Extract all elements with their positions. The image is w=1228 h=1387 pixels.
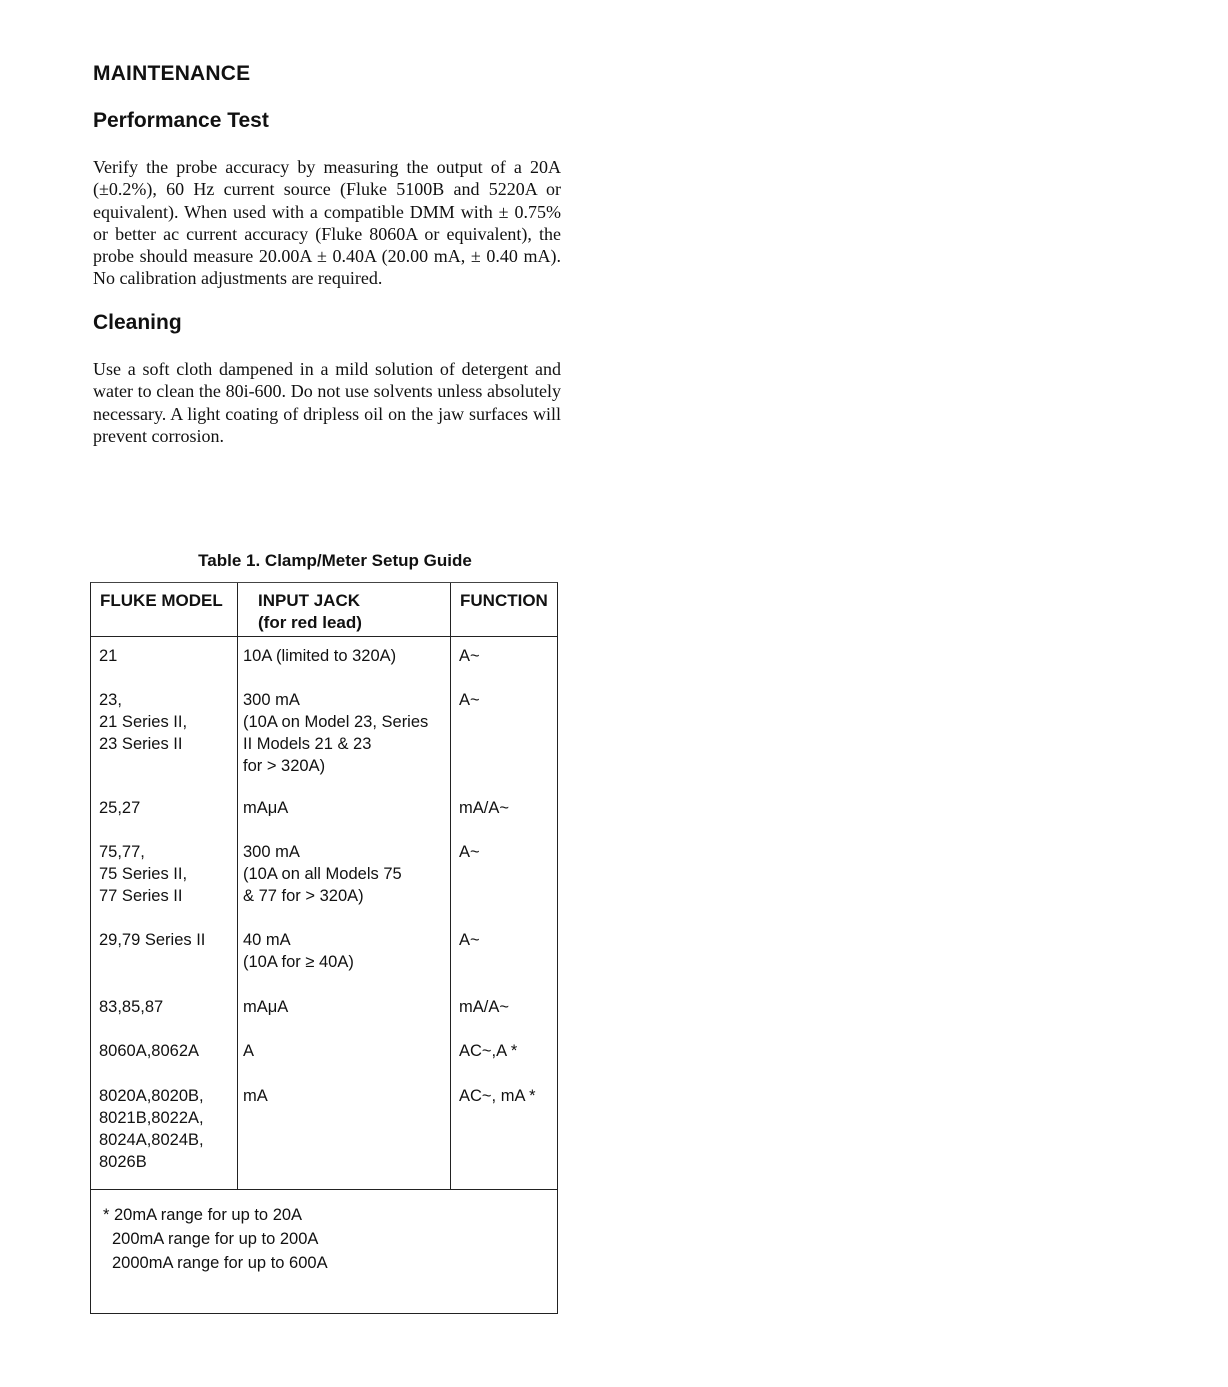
page-heading: MAINTENANCE [93, 62, 251, 85]
footer-divider [91, 1189, 557, 1190]
cell-input-jack: A [243, 1042, 255, 1060]
table-caption: Table 1. Clamp/Meter Setup Guide [198, 551, 472, 570]
header-input-jack-label: INPUT JACK [258, 591, 361, 610]
performance-test-title: Performance Test [93, 109, 269, 132]
cleaning-text: Use a soft cloth dampened in a mild solution of detergent and water to clean the 80i-600. Do not use solvents unless absolutely necessary. A light coating of dripless oil on the jaw surfaces will prevent corrosion. [93, 359, 561, 446]
cell-input-jack: 300 mA (10A on Model 23, Series II Models 21 & 23 for > 320A) [243, 691, 429, 775]
performance-test-text: Verify the probe accuracy by measuring the output of a 20A (±0.2%), 60 Hz current source (Fluke 5100B and 5220A or equivalent). When used with a compatible DMM with ± 0.75% or better ac current accuracy (Fluke 8060A or equivalent), the probe should measure 20.00A ± 0.40A (20.00 mA, ± 0.40 mA). No calibration adjustments are required. [93, 157, 561, 289]
header-function: FUNCTION [460, 591, 548, 610]
cell-input-jack: 40 mA (10A for ≥ 40A) [243, 931, 354, 971]
footnote-line: 2000mA range for up to 600A [112, 1254, 328, 1272]
cell-model: 8020A,8020B, 8021B,8022A, 8024A,8024B, 8026B [99, 1087, 204, 1171]
header-divider [91, 636, 557, 637]
cell-model: 83,85,87 [99, 998, 164, 1016]
cell-model: 21 [99, 647, 118, 665]
cell-function: mA/A~ [459, 998, 509, 1016]
cell-input-jack: 300 mA (10A on all Models 75 & 77 for > 320A) [243, 843, 402, 905]
cell-model: 25,27 [99, 799, 141, 817]
cell-input-jack: mA [243, 1087, 268, 1105]
header-input-jack-sub: (for red lead) [258, 613, 362, 632]
footnote-line: 200mA range for up to 200A [112, 1230, 319, 1248]
header-input-jack [258, 590, 362, 634]
column-divider [237, 583, 238, 1190]
cell-function: A~ [459, 691, 480, 709]
cleaning-title: Cleaning [93, 311, 182, 334]
cell-input-jack: mAμA [243, 998, 289, 1016]
column-divider [450, 583, 451, 1190]
cell-function: A~ [459, 931, 480, 949]
header-fluke-model: FLUKE MODEL [100, 591, 223, 610]
cell-function: A~ [459, 843, 480, 861]
table-footnotes [103, 1203, 328, 1275]
cell-function: A~ [459, 647, 480, 665]
cell-model: 75,77, 75 Series II, 77 Series II [99, 843, 188, 905]
cell-input-jack: 10A (limited to 320A) [243, 647, 397, 665]
cell-function: AC~,A * [459, 1042, 518, 1060]
setup-guide-table [90, 582, 558, 1314]
footnote-line: * 20mA range for up to 20A [103, 1206, 303, 1224]
cell-model: 29,79 Series II [99, 931, 206, 949]
cell-function: AC~, mA * [459, 1087, 536, 1105]
cell-model: 23, 21 Series II, 23 Series II [99, 691, 188, 753]
cell-function: mA/A~ [459, 799, 509, 817]
cell-model: 8060A,8062A [99, 1042, 200, 1060]
cell-input-jack: mAμA [243, 799, 289, 817]
